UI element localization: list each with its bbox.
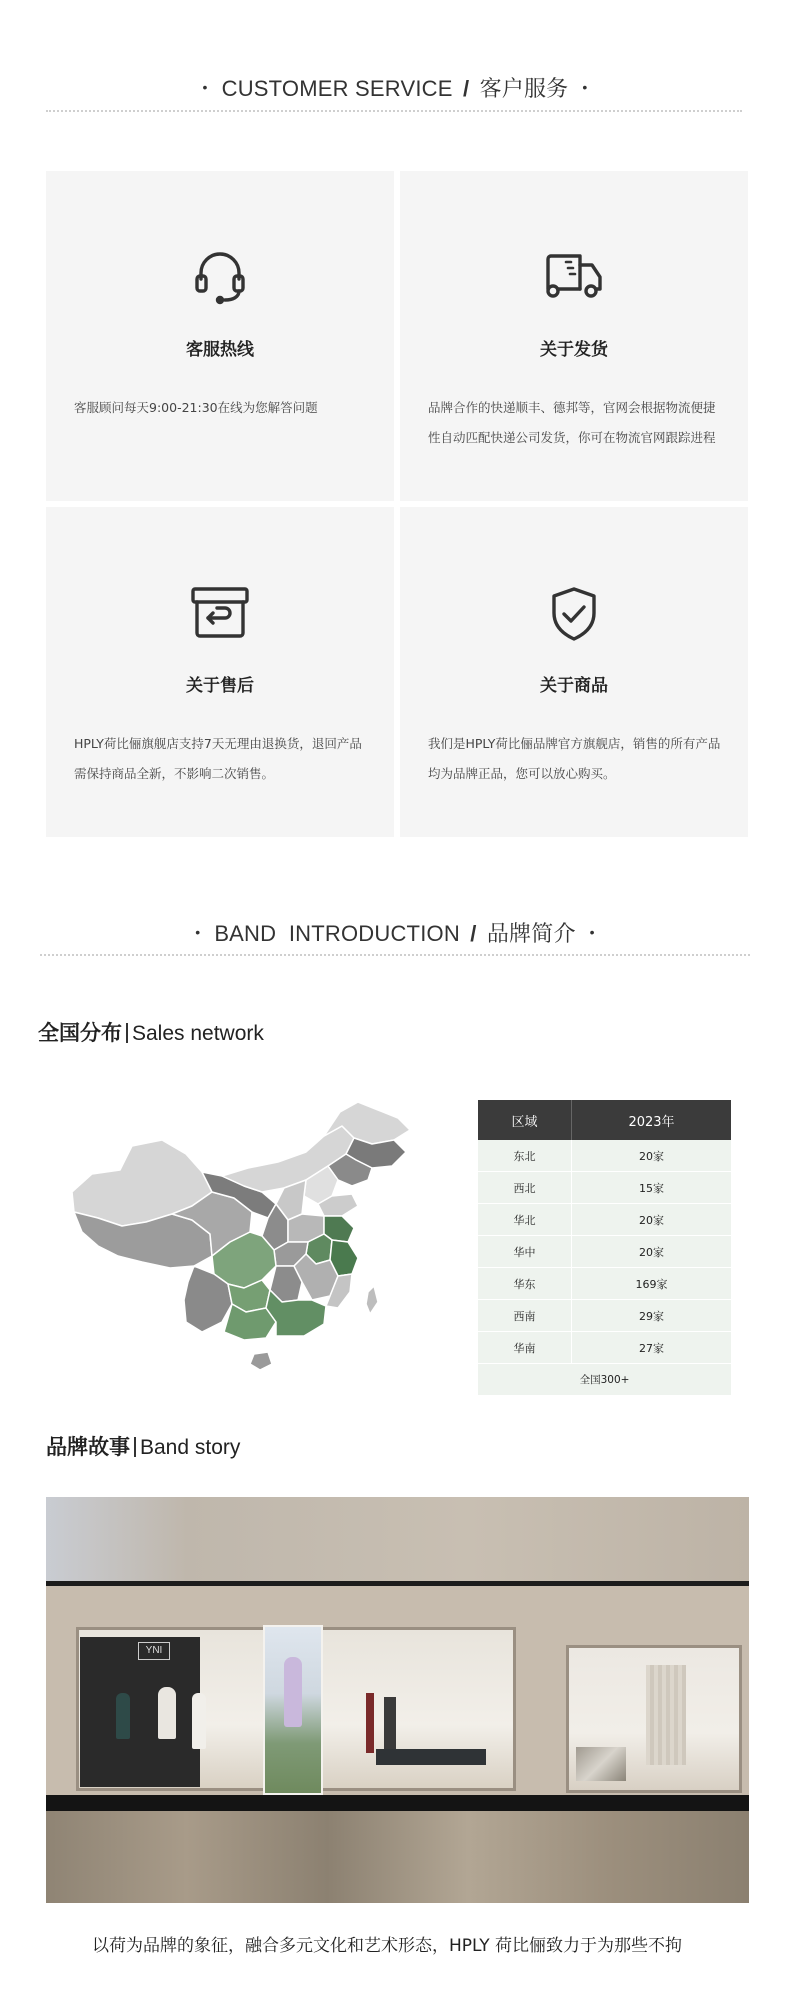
table-row bbox=[478, 1268, 731, 1300]
service-card-product bbox=[400, 507, 748, 837]
count-cell: 20家 bbox=[572, 1204, 731, 1236]
title-en: Band story bbox=[140, 1436, 241, 1459]
table-row bbox=[478, 1332, 731, 1364]
table-row bbox=[478, 1236, 731, 1268]
card-title: 关于售后 bbox=[186, 676, 254, 696]
count-cell: 27家 bbox=[572, 1332, 731, 1364]
heading-dot-left: • bbox=[202, 79, 208, 95]
shield-check-icon bbox=[548, 585, 600, 647]
count-cell: 20家 bbox=[572, 1236, 731, 1268]
card-description: 我们是HPLY荷比俪品牌官方旗舰店，销售的所有产品均为品牌正品，您可以放心购买。 bbox=[428, 736, 721, 781]
table-row bbox=[478, 1172, 731, 1204]
hanging-garment bbox=[384, 1697, 396, 1755]
region-cell: 西北 bbox=[478, 1172, 572, 1204]
heading-en: BAND INTRODUCTION bbox=[214, 921, 460, 946]
table-header-row bbox=[478, 1100, 731, 1140]
card-title: 客服热线 bbox=[186, 340, 254, 360]
total-cell: 全国300+ bbox=[478, 1364, 731, 1396]
column-header-region: 区域 bbox=[478, 1100, 572, 1140]
heading-dot-right: • bbox=[582, 79, 588, 95]
title-bar bbox=[126, 1023, 128, 1043]
title-cn: 品牌故事 bbox=[46, 1435, 130, 1459]
mannequin bbox=[158, 1687, 176, 1739]
sales-distribution-table bbox=[478, 1100, 731, 1396]
service-card-shipping bbox=[400, 171, 748, 501]
heading-cn: 品牌简介 bbox=[486, 921, 576, 946]
curtain bbox=[646, 1665, 686, 1765]
dotted-divider bbox=[46, 110, 742, 112]
service-card-hotline bbox=[46, 171, 394, 501]
count-cell: 169家 bbox=[572, 1268, 731, 1300]
return-box-icon bbox=[189, 585, 251, 645]
heading-dot-right: • bbox=[589, 924, 595, 940]
region-cell: 华南 bbox=[478, 1332, 572, 1364]
dotted-divider bbox=[40, 954, 750, 956]
heading-separator: / bbox=[462, 76, 470, 101]
ceiling bbox=[46, 1497, 749, 1581]
count-cell: 15家 bbox=[572, 1172, 731, 1204]
card-description: HPLY荷比俪旗舰店支持7天无理由退换货，退回产品需保持商品全新，不影响二次销售。 bbox=[74, 736, 362, 781]
sales-network-title bbox=[38, 1017, 264, 1047]
mannequin bbox=[192, 1693, 206, 1749]
china-map bbox=[62, 1096, 434, 1380]
region-cell: 东北 bbox=[478, 1140, 572, 1172]
table-row bbox=[478, 1300, 731, 1332]
card-description: 品牌合作的快递顺丰、德邦等，官网会根据物流便捷性自动匹配快递公司发货，你可在物流官网跟踪进程 bbox=[428, 400, 716, 445]
heading-dot-left: • bbox=[195, 924, 201, 940]
table-total-row bbox=[478, 1364, 731, 1396]
region-cell: 西南 bbox=[478, 1300, 572, 1332]
card-description: 客服顾问每天9:00-21:30在线为您解答问题 bbox=[74, 400, 318, 415]
store-photo bbox=[46, 1497, 749, 1903]
column-header-year: 2023年 bbox=[572, 1100, 731, 1140]
headset-icon bbox=[193, 249, 247, 309]
store-sign: YNI bbox=[138, 1642, 170, 1660]
region-cell: 华北 bbox=[478, 1204, 572, 1236]
card-title: 关于发货 bbox=[540, 340, 608, 360]
region-cell: 华东 bbox=[478, 1268, 572, 1300]
hanging-garment bbox=[366, 1693, 374, 1753]
floor-base bbox=[46, 1795, 749, 1811]
title-cn: 全国分布 bbox=[38, 1021, 122, 1045]
reflection-blur bbox=[46, 1811, 749, 1903]
marble-counter bbox=[576, 1747, 626, 1781]
brand-story-paragraph: 以荷为品牌的象征，融合多元文化和艺术形态，HPLY 荷比俪致力于为那些不拘 bbox=[92, 1936, 683, 1956]
card-title: 关于商品 bbox=[540, 676, 608, 696]
mannequin bbox=[116, 1693, 130, 1739]
count-cell: 20家 bbox=[572, 1140, 731, 1172]
brand-story-title bbox=[46, 1431, 240, 1461]
band-intro-heading bbox=[0, 917, 790, 948]
table-row bbox=[478, 1140, 731, 1172]
service-card-after-sales bbox=[46, 507, 394, 837]
title-bar bbox=[134, 1437, 136, 1457]
customer-service-heading bbox=[0, 72, 790, 103]
count-cell: 29家 bbox=[572, 1300, 731, 1332]
delivery-truck-icon bbox=[542, 249, 606, 307]
heading-separator: / bbox=[470, 921, 477, 946]
heading-en: CUSTOMER SERVICE bbox=[221, 76, 453, 101]
heading-cn: 客户服务 bbox=[479, 76, 569, 101]
region-cell: 华中 bbox=[478, 1236, 572, 1268]
bench bbox=[376, 1749, 486, 1765]
title-en: Sales network bbox=[132, 1022, 264, 1045]
table-row bbox=[478, 1204, 731, 1236]
poster-figure bbox=[284, 1657, 302, 1727]
